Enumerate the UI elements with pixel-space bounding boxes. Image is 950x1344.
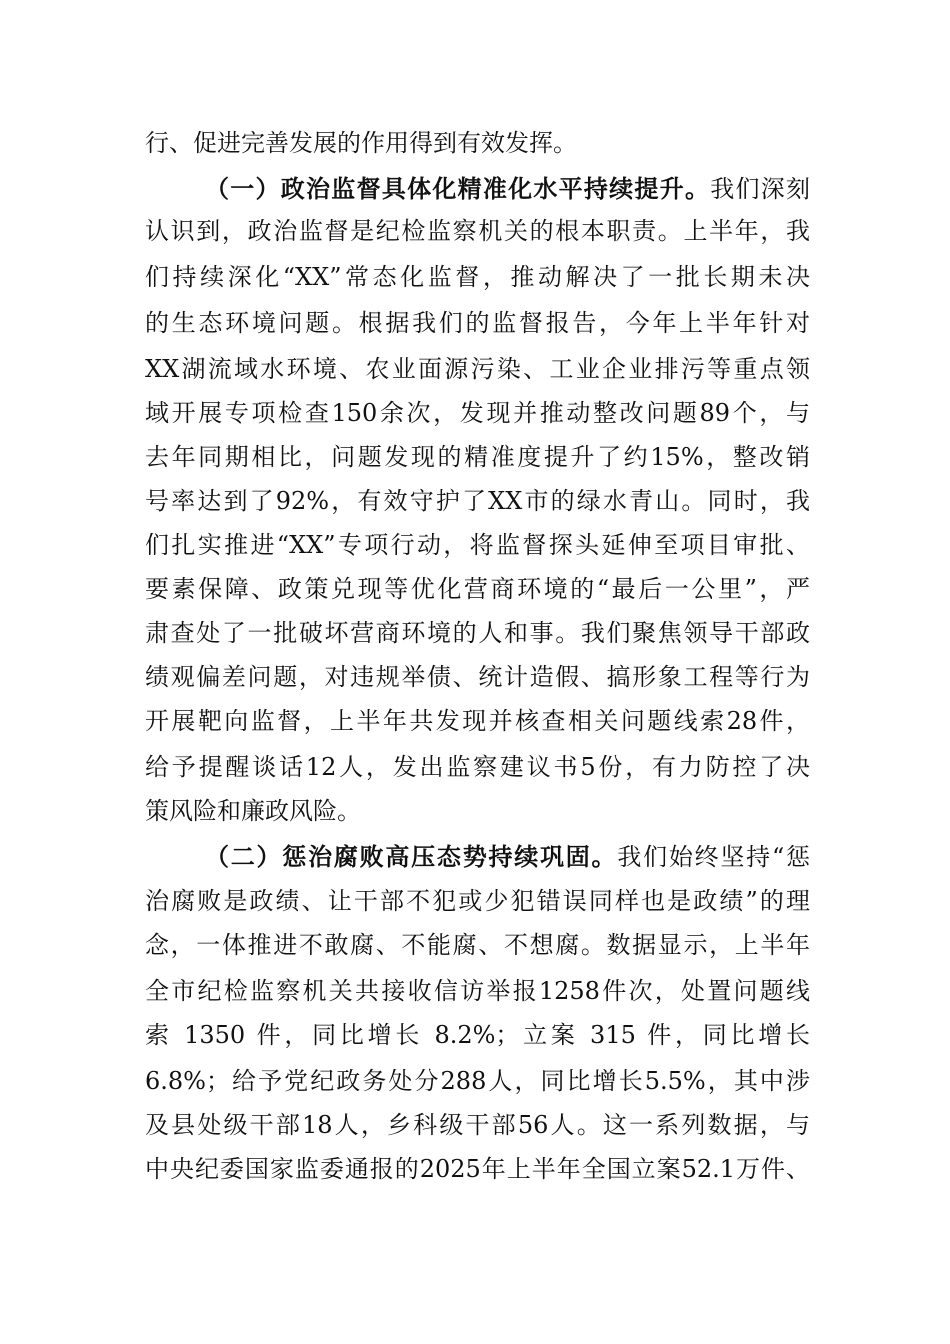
paragraph-line: 给予提醒谈话12人，发出监察建议书5份，有力防控了决	[145, 753, 810, 781]
paragraph-line: 们扎实推进“XX”专项行动，将监督探头延伸至项目审批、	[145, 531, 810, 559]
paragraph-line: 绩观偏差问题，对违规举债、统计造假、搞形象工程等行为	[145, 663, 810, 691]
paragraph-line: 的生态环境问题。根据我们的监督报告，今年上半年针对	[145, 309, 810, 337]
section-1-first-line	[205, 174, 810, 204]
paragraph-line: 及县处级干部18人，乡科级干部56人。这一系列数据，与	[145, 1111, 810, 1139]
section-2-heading: （二）惩治腐败高压态势持续巩固。	[205, 842, 618, 871]
paragraph-line: 开展靶向监督，上半年共发现并核查相关问题线索28件，	[145, 707, 810, 735]
section-2-first-line	[205, 842, 810, 872]
paragraph-line: 全市纪检监察机关共接收信访举报1258件次，处置问题线	[145, 977, 810, 1005]
paragraph-line: 域开展专项检查150余次，发现并推动整改问题89个，与	[145, 399, 810, 427]
paragraph-line: XX湖流域水环境、农业面源污染、工业企业排污等重点领	[145, 355, 810, 383]
paragraph-line: 6.8%；给予党纪政务处分288人，同比增长5.5%，其中涉	[145, 1067, 810, 1095]
paragraph-line: 中央纪委国家监委通报的2025年上半年全国立案52.1万件、	[145, 1155, 810, 1183]
section-1-heading: （一）政治监督具体化精准化水平持续提升。	[205, 174, 711, 203]
paragraph-line: 念，一体推进不敢腐、不能腐、不想腐。数据显示，上半年	[145, 931, 810, 959]
paragraph-line: 认识到，政治监督是纪检监察机关的根本职责。上半年，我	[145, 217, 810, 245]
paragraph-line: 们持续深化“XX”常态化监督，推动解决了一批长期未决	[145, 263, 810, 291]
paragraph-line: 去年同期相比，问题发现的精准度提升了约15%，整改销	[145, 443, 810, 471]
paragraph-line: 要素保障、政策兑现等优化营商环境的“最后一公里”，严	[145, 575, 810, 603]
paragraph-line: 号率达到了92%，有效守护了XX市的绿水青山。同时，我	[145, 487, 810, 515]
section-2-lead-text: 我们始终坚持“惩	[617, 843, 810, 871]
paragraph-line: 行、促进完善发展的作用得到有效发挥。	[145, 129, 577, 157]
paragraph-line: 索 1350 件，同比增长 8.2%；立案 315 件，同比增长	[145, 1021, 810, 1049]
section-1-lead-text: 我们深刻	[710, 175, 811, 203]
paragraph-line: 治腐败是政绩、让干部不犯或少犯错误同样也是政绩”的理	[145, 887, 810, 915]
paragraph-line: 肃查处了一批破坏营商环境的人和事。我们聚焦领导干部政	[145, 619, 810, 647]
paragraph-line: 策风险和廉政风险。	[145, 797, 361, 825]
